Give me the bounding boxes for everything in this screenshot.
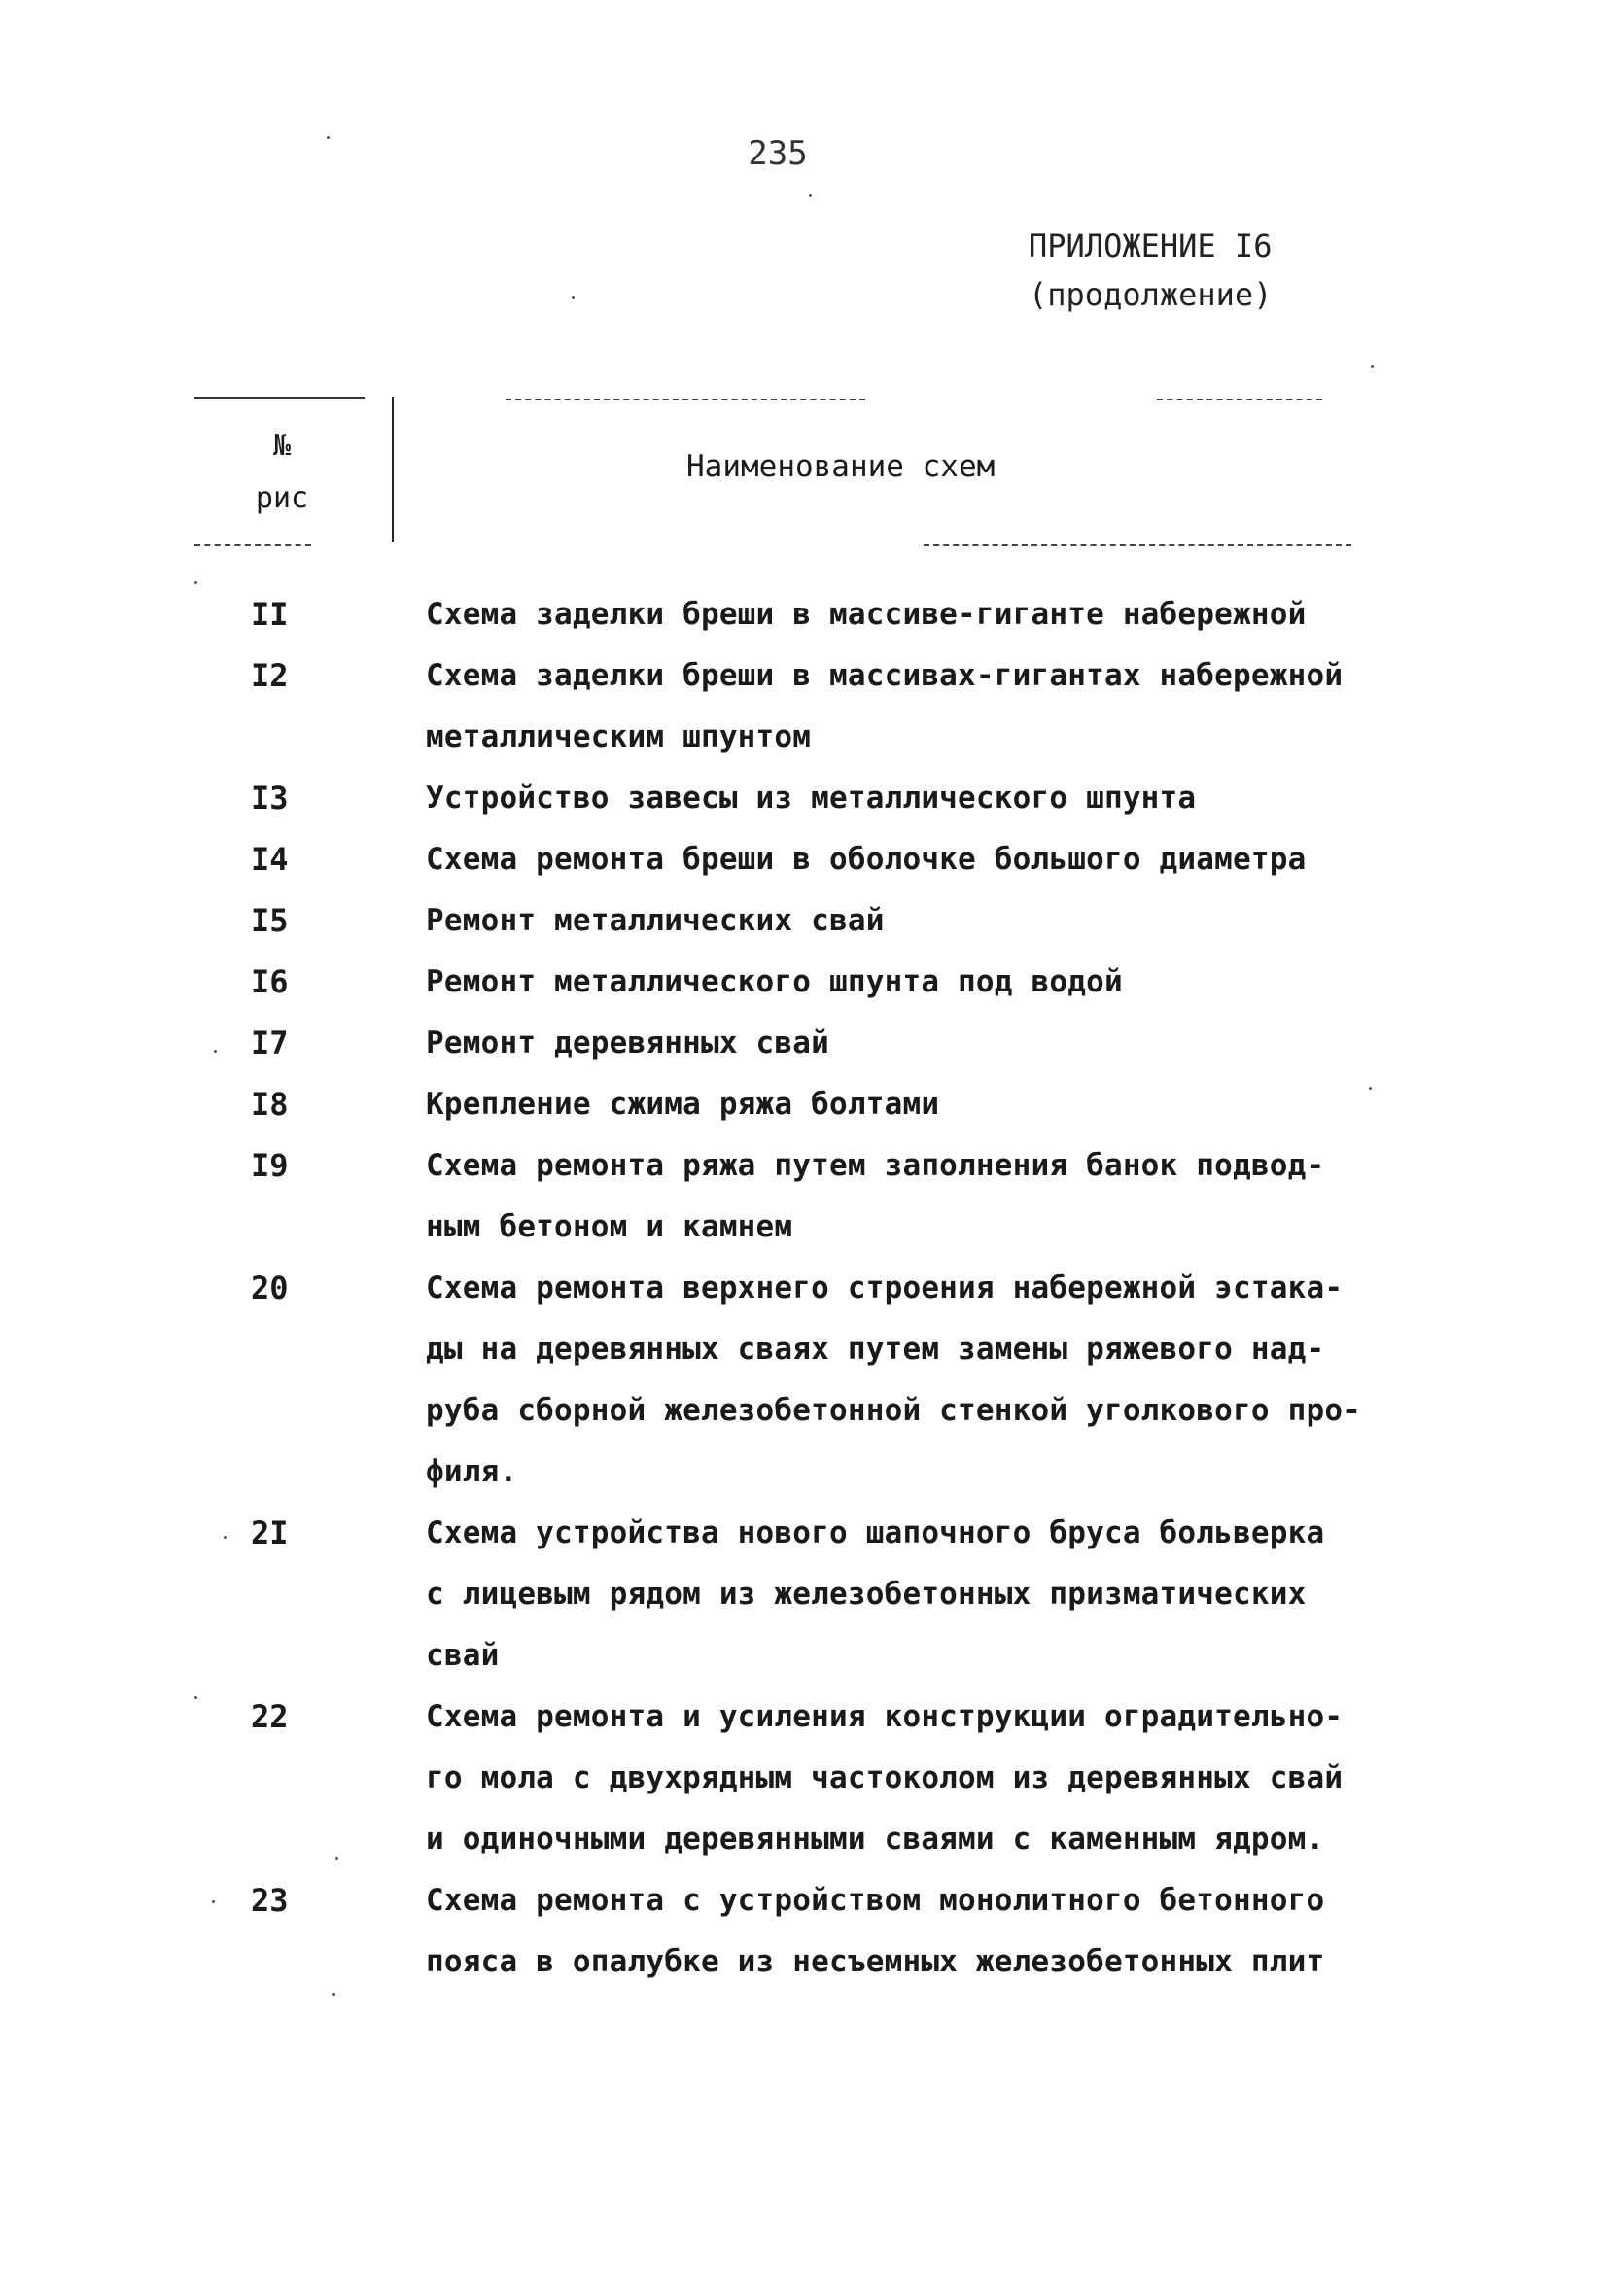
scheme-name-line: Ремонт деревянных свай (426, 1026, 829, 1061)
header-number-symbol: № (272, 429, 292, 463)
scan-speck (224, 1536, 227, 1539)
table-row (0, 645, 1608, 768)
scheme-name-line: ды на деревянных сваях путем замены ряжевого над- (426, 1332, 1325, 1367)
figure-number: 2I (251, 1514, 289, 1551)
table-row (0, 829, 1608, 890)
scheme-name (426, 890, 1398, 952)
header-column-divider (392, 397, 394, 542)
header-number-column (233, 420, 331, 525)
scan-speck (335, 1857, 338, 1860)
scheme-name-line: Схема ремонта с устройством монолитного бетонного (426, 1883, 1325, 1918)
appendix-title: ПРИЛОЖЕНИЕ I6 (1029, 227, 1273, 264)
scheme-name-line: филя. (426, 1454, 518, 1489)
table-row (0, 1074, 1608, 1135)
scheme-name-line: Устройство завесы из металлического шпунта (426, 781, 1197, 816)
table-row (0, 1870, 1608, 1993)
table-row (0, 1135, 1608, 1258)
scheme-name (426, 1687, 1398, 1870)
scheme-name (426, 1135, 1398, 1258)
appendix-subtitle: (продолжение) (1029, 276, 1273, 313)
scheme-name-line: металлическим шпунтом (426, 719, 812, 754)
scheme-name (426, 1074, 1398, 1135)
figure-number: I4 (251, 841, 289, 878)
page-number: 235 (748, 134, 808, 173)
scheme-name-line: Схема заделки бреши в массиве-гиганте набережной (426, 597, 1307, 632)
scheme-name-line: пояса в опалубке из несъемных железобетонных плит (426, 1944, 1325, 1979)
scheme-name (426, 584, 1398, 645)
scan-speck (194, 581, 197, 584)
header-top-rule-mid (506, 399, 865, 400)
appendix-heading (1029, 222, 1272, 319)
figure-number: II (251, 596, 289, 633)
figure-number: I9 (251, 1147, 289, 1184)
scheme-name (426, 1258, 1398, 1503)
figure-number: I8 (251, 1086, 289, 1123)
figure-number: 23 (251, 1882, 289, 1919)
scheme-name (426, 1870, 1398, 1993)
table-row (0, 1013, 1608, 1074)
table-row (0, 768, 1608, 829)
scheme-name (426, 952, 1398, 1013)
scheme-name-line: ным бетоном и камнем (426, 1209, 793, 1244)
scheme-name-line: свай (426, 1638, 500, 1673)
table-row (0, 1503, 1608, 1687)
figure-number: I6 (251, 963, 289, 1000)
scheme-name (426, 1503, 1398, 1687)
scheme-name-line: Схема устройства нового шапочного бруса больверка (426, 1515, 1325, 1550)
figure-number: I2 (251, 657, 289, 694)
scan-speck (1369, 1087, 1372, 1090)
scan-speck (332, 1993, 335, 1996)
scan-speck (327, 136, 330, 139)
scheme-name (426, 768, 1398, 829)
scan-speck (572, 296, 575, 299)
scheme-name (426, 1013, 1398, 1074)
header-bottom-rule-left (194, 544, 311, 546)
scan-speck (194, 1696, 197, 1699)
scheme-name-line: Схема заделки бреши в массивах-гигантах набережной (426, 658, 1344, 693)
scheme-name-line: Схема ремонта бреши в оболочке большого диаметра (426, 842, 1307, 877)
scheme-name (426, 829, 1398, 890)
scheme-name-line: Схема ремонта и усиления конструкции оградительно- (426, 1699, 1344, 1734)
table-row (0, 1258, 1608, 1503)
scheme-name-line: го мола с двухрядным частоколом из деревянных свай (426, 1760, 1344, 1795)
table-row (0, 584, 1608, 645)
scheme-name-line: Ремонт металлических свай (426, 903, 885, 938)
figure-number: 22 (251, 1698, 289, 1735)
figure-number: I3 (251, 780, 289, 817)
scheme-name (426, 645, 1398, 768)
header-number-label: рис (255, 481, 309, 515)
figure-number: I7 (251, 1025, 289, 1061)
scan-speck (1371, 365, 1374, 368)
scheme-name-line: Ремонт металлического шпунта под водой (426, 964, 1123, 999)
header-top-rule-right (1157, 399, 1322, 400)
table-body (0, 584, 1608, 1993)
header-top-rule-left (194, 397, 365, 399)
scheme-name-line: и одиночными деревянными сваями с каменным ядром. (426, 1822, 1325, 1857)
scheme-name-line: Крепление сжима ряжа болтами (426, 1087, 940, 1122)
scan-speck (809, 194, 812, 197)
scheme-name-line: Схема ремонта верхнего строения набережной эстака- (426, 1270, 1344, 1305)
scheme-name-line: с лицевым рядом из железобетонных призматических (426, 1577, 1307, 1612)
header-bottom-rule-right (924, 544, 1351, 546)
figure-number: 20 (251, 1270, 289, 1306)
scan-speck (214, 1050, 217, 1053)
scan-speck (212, 1900, 215, 1903)
header-title: Наименование схем (686, 449, 996, 484)
scheme-name-line: Схема ремонта ряжа путем заполнения банок подвод- (426, 1148, 1325, 1183)
figure-number: I5 (251, 902, 289, 939)
scheme-name-line: руба сборной железобетонной стенкой уголкового про- (426, 1393, 1362, 1428)
table-row (0, 952, 1608, 1013)
table-row (0, 1687, 1608, 1870)
table-row (0, 890, 1608, 952)
